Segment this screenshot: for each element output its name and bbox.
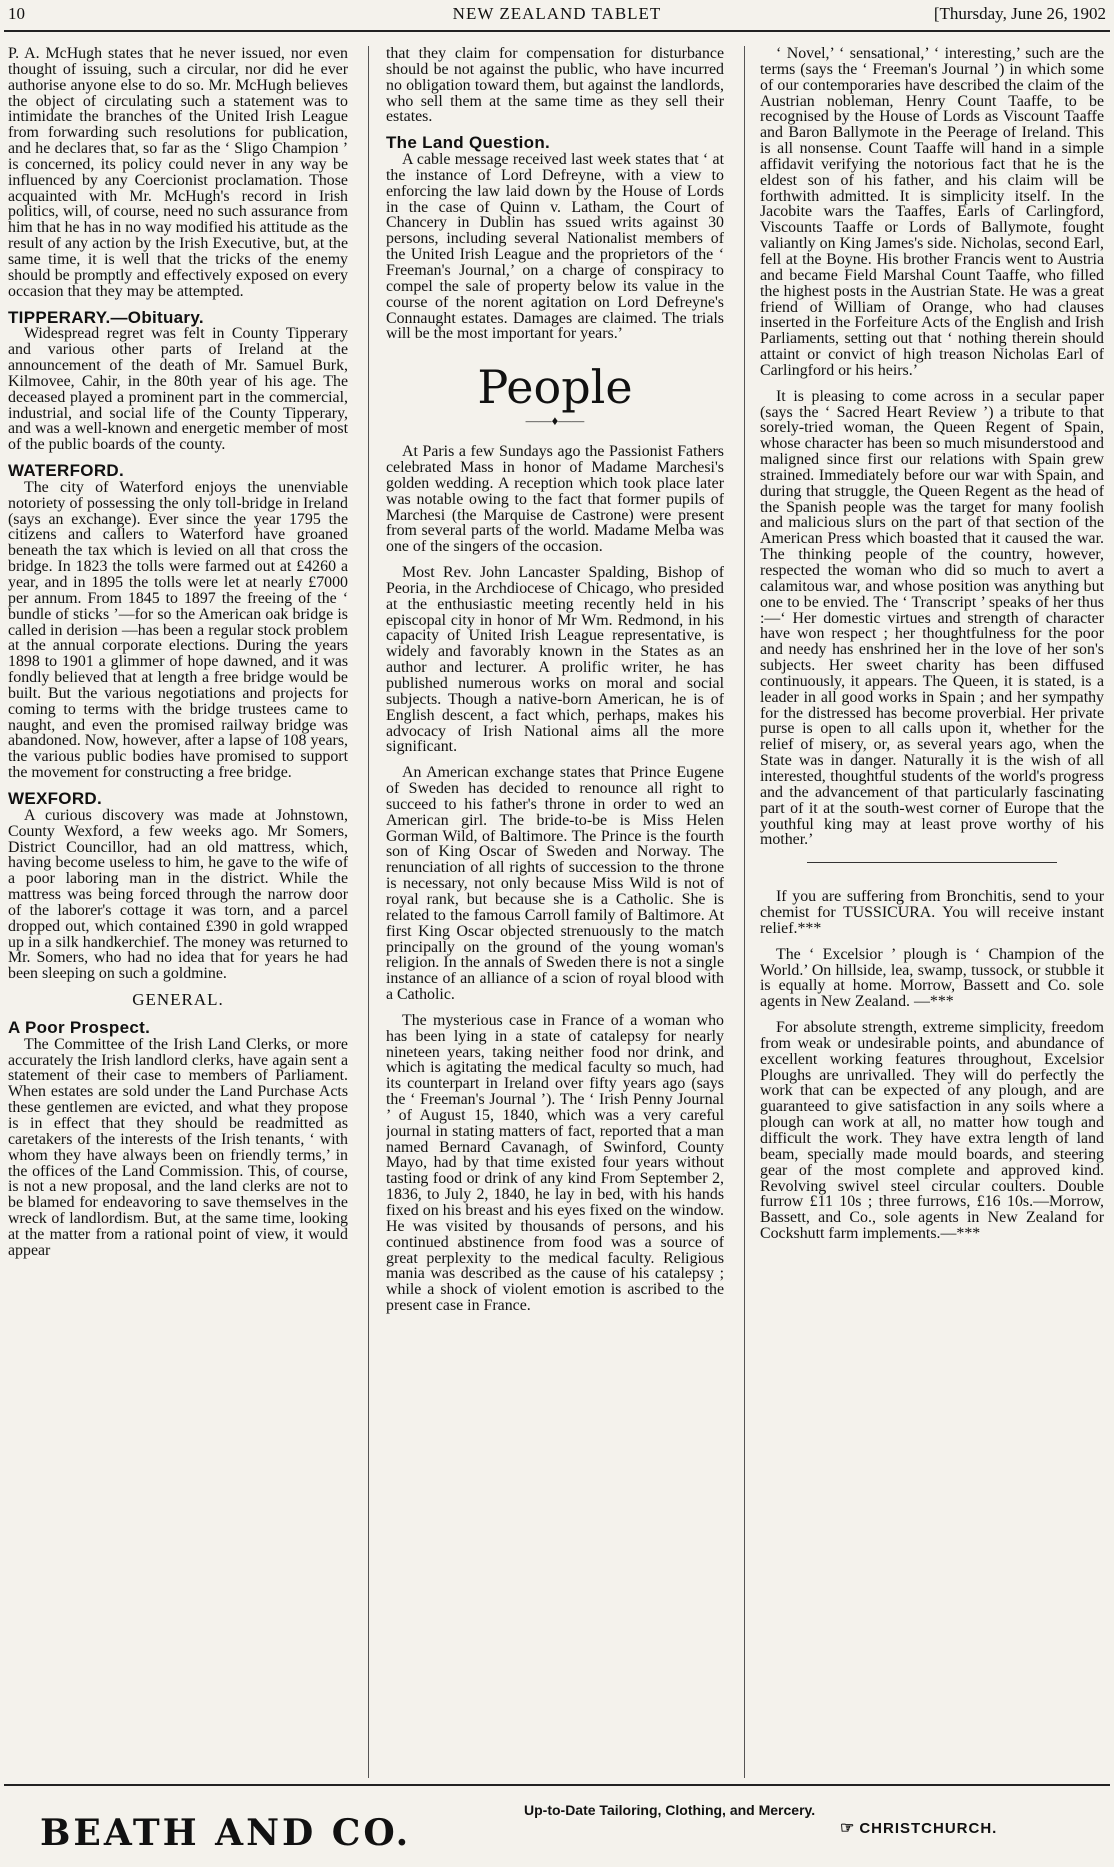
ornament-divider: ——♦—— xyxy=(525,413,585,429)
article-taaffe: ‘ Novel,’ ‘ sensational,’ ‘ interesting,’ such are the terms (says the ‘ Freeman's Journal ’) in which some of our contemporaries have described the claim of the Austrian nobleman, Henry Count Taaffe, to be recognised by the House of Lords as Viscount Taaffe and Baron Ballymote in the Peerage of Ireland. This is all nonsense. Count Taaffe will hand in a simple affidavit verifying the notorious fact that he is the eldest son of his father, and his claim will be forthwith admitted. It is simplicity itself. In the Jacobite wars the Taaffes, Earls of Carlingford, Viscounts Taaffe or Lords of Ballymote, fought valiantly on King James's side. Nicholas, second Earl, fell at the Boyne. His brother Francis went to Austria and became Field Marshal Count Taaffe, who filled the highest posts in the Austrian State. He was a great friend of William of Orange, who had clauses inserted in the Forfeiture Acts of the English and Irish Parliaments, setting out that ‘ nothing therein should attaint or convict of high treason Nicholas Earl of Carlingford or his heirs.’ xyxy=(760,46,1104,379)
advert-city-text: CHRISTCHURCH. xyxy=(859,1820,998,1837)
page-number: 10 xyxy=(8,4,25,23)
ad-tussicura: If you are suffering from Bronchitis, send to your chemist for TUSSICURA. You will receive instant relief.*** xyxy=(760,888,1104,937)
article-poor-prospect: The Committee of the Irish Land Clerks, or more accurately the Irish landlord clerks, have again sent a statement of their case to members of Parliament. When estates are sold under the Land Purchase Acts these gentlemen are evicted, and what they propose is in effect that they should be readmitted as caretakers of the interests of the Irish tenants, ‘ with whom they have always been on friendly terms,’ in the offices of the Land Commission. This, of course, is not a new proposal, and the land clerks are not to be blamed for endeavoring to save themselves in the wreck of landlordism. But, at the same time, looking at the matter from a rational point of view, it would appear xyxy=(8,1035,348,1259)
article-queen-regent: It is pleasing to come across in a secular paper (says the ‘ Sacred Heart Review ’) a tribute to that sorely-tried woman, the Queen Regent of Spain, whose character has been so much misunderstood and maligned since first our relations with Spain grew strained. Immediately before our war with Spain, and during that struggle, the Queen Regent as the head of the Spanish people was the target for many foolish and malicious slurs on the part of that section of the American Press which boasted that it caused the war. The thinking people of the country, however, respected the woman who did so much to avert a calamitous war, and whose position was anything but one to be envied. The ‘ Transcript ’ speaks of her thus :—‘ Her domestic virtues and strength of character have won respect ; her thoughtfulness for the poor and needy has enshrined her in the love of her son's subjects. Her sweet charity has been diffused continuously, it appears. The Queen, it is stated, is a leader in all good works in Spain ; and her sympathy for the distressed has become proverbial. Her private purse is open to all calls upon it, whether for the relief of misery, or, as several years ago, when the State was in danger. Naturally it is the wish of all interested, thoughtful students of the world's progress and the advancement of that particularly fascinating part of it at the south-west corner of Europe that the youthful king may at least prove worthy of his mother.’ xyxy=(760,387,1104,849)
heading-people: People xyxy=(477,360,633,415)
heading-general: GENERAL. xyxy=(132,990,224,1010)
heading-land-question: The Land Question. xyxy=(386,133,551,153)
ad-excelsior: The ‘ Excelsior ’ plough is ‘ Champion of the World.’ On hillside, lea, swamp, tussock, or stubble it is equally at home. Morrow, Bassett and Co. sole agents in New Zealand. —*** xyxy=(760,945,1104,1011)
column-3 xyxy=(760,46,1104,1776)
pointing-hand-icon: ☞ xyxy=(840,1820,856,1837)
issue-date: [Thursday, June 26, 1902 xyxy=(933,4,1106,23)
article-spalding: Most Rev. John Lancaster Spalding, Bishop of Peoria, in the Archdiocese of Chicago, who presided at the enthusiastic meeting recently held in his episcopal city in honor of Mr Wm. Redmond, in his capacity of United Irish League representative, is widely and favorably known in the States as an author and lecturer. A prolific writer, he has published numerous works on moral and social subjects. Though a native-born American, he is of English descent, a fact which, perhaps, makes his advocacy of Irish National aims all the more significant. xyxy=(386,564,724,756)
column-rule xyxy=(744,46,745,1778)
article-catalepsy: The mysterious case in France of a woman who has been lying in a state of catalepsy for nearly nineteen years, taking neither food nor drink, and which is agitating the medical faculty so much, had its counterpart in Ireland over fifty years ago (says the ‘ Freeman's Journal ’). The ‘ Irish Penny Journal ’ of August 15, 1840, which was a very careful journal in stating matters of fact, reported that a man named Bernard Cavanagh, of Swinford, County Mayo, had by that time existed four years without tasting food or drink of any kind From September 2, 1836, to July 2, 1840, he lay in bed, with his hands fixed on his breast and his eyes fixed on the window. He was visited by thousands of persons, and his continued abstinence from food was a source of great perplexity to the medical faculty. Religious mania was described as the cause of his catalepsy ; while a shock of violent emotion is ascribed to the present case in France. xyxy=(386,1011,724,1315)
publication-title: NEW ZEALAND TABLET xyxy=(452,4,662,23)
ad-ploughs: For absolute strength, extreme simplicity, freedom from weak or undesirable points, and abundance of excellent working features throughout, Excelsior Ploughs are unrivalled. They will do perfectly the work that can be expected of any plough, and are guaranteed to give satisfaction in any soils where a plough can work at all, no matter how tough and difficult the work. They have extra length of land beam, specially made mould boards, and steering gear of the most complete and approved kind. Revolving swivel steel circular coulters. Double furrow £11 10s ; three furrows, £16 10s.—Morrow, Bassett, and Co., sole agents in New Zealand for Cockshutt farm implements.—*** xyxy=(760,1019,1104,1243)
article-land-question: A cable message received last week states that ‘ at the instance of Lord Defreyne, with a view to enforcing the law laid down by the House of Lords in the case of Quinn v. Latham, the Court of Chancery in Dublin has ssued writs against 30 persons, including several Nationalist members of the United Irish League and the proprietors of the ‘ Freeman's Journal,’ on a charge of conspiracy to compel the sale of property below its value in the course of the norent agitation on Lord Defreyne's Connaught estates. Damages are claimed. The trials will be the most important for years.’ xyxy=(386,151,724,343)
article-mchugh: P. A. McHugh states that he never issued, nor even thought of issuing, such a circular, nor did he ever authorise anyone else to do so. Mr. McHugh believes the object of circulating such a statement was to intimidate the branches of the United Irish League from forwarding such resolutions for publication, and he declares that, so far as the ‘ Sligo Champion ’ is concerned, its policy could never in any way be influenced by any Coercionist proclamation. Those acquainted with Mr. McHugh's record in Irish politics, will, of course, need no such assurance from him that he has in no way modified his attitude as the result of any action by the Irish Executive, but, at the same time, it is well that the tricks of the enemy should be promptly and effectively exposed on every occasion that they may be attempted. xyxy=(8,46,348,300)
advert-tagline: Up-to-Date Tailoring, Clothing, and Mercery. xyxy=(524,1802,816,1818)
advertiser-name: BEATH AND CO. xyxy=(40,1812,412,1854)
heading-wexford: WEXFORD. xyxy=(8,788,103,808)
footer-advert xyxy=(4,1784,1110,1864)
header-rule xyxy=(4,30,1110,32)
article-paris: At Paris a few Sundays ago the Passionist Fathers celebrated Mass in honor of Madame Marchesi's golden wedding. A reception which took place later was notable owing to the fact that former pupils of Marchesi (the Marquise de Castrone) were present from several parts of the world. Madame Melba was one of the singers of the occasion. xyxy=(386,443,724,556)
article-waterford: The city of Waterford enjoys the unenviable notoriety of possessing the only toll-bridge in Ireland (says an exchange). Ever since the year 1795 the citizens and callers to Waterford have groaned beneath the tax which is levied on all that cross the bridge. In 1823 the tolls were farmed out at £4260 a year, and in 1895 the tolls were let at nearly £7000 per annum. From 1845 to 1897 the freeing of the ‘ bundle of sticks ’—for so the American oak bridge is called in derision —has been a regular stock problem at the annual corporate elections. During the years 1898 to 1901 a glimmer of hope dawned, and it was fondly believed that at length a free bridge would be built. But the various negotiations and projects for coming to terms with the bridge trustees came to naught, and even the promised railway bridge was abandoned. Now, however, after a lapse of 108 years, the various public bodies have promised to support the movement for constructing a free bridge. xyxy=(8,478,348,782)
heading-waterford: WATERFORD. xyxy=(8,461,125,481)
footer-rule xyxy=(4,1784,1110,1786)
article-wexford: A curious discovery was made at Johnstown, County Wexford, a few weeks ago. Mr Somers, District Councillor, had an old mattress, which, having become useless to him, he gave to the wife of a poor laboring man in the district. While the mattress was being forced through the narrow door of the laborer's cottage it was torn, and a parcel dropped out, which contained £390 in gold wrapped up in a silk handkerchief. The money was returned to Mr. Somers, who had no idea that for years he had been sleeping on such a goldmine. xyxy=(8,806,348,983)
advert-city xyxy=(840,1818,997,1838)
heading-tipperary: TIPPERARY.—Obituary. xyxy=(8,307,204,327)
column-rule xyxy=(368,46,369,1778)
article-tipperary: Widespread regret was felt in County Tipperary and various other parts of Ireland at the announcement of the death of Mr. Samuel Burk, Kilmovee, Cahir, in the 80th year of his age. The deceased played a prominent part in the commercial, industrial, and social life of the County Tipperary, and was a well-known and energetic member of most of the public boards of the county. xyxy=(8,325,348,454)
section-divider xyxy=(807,862,1057,863)
article-prince-eugene: An American exchange states that Prince Eugene of Sweden has decided to renounce all right to succeed to his father's throne in order to wed an American girl. The bride-to-be is Miss Helen Gorman Wild, of Baltimore. The Prince is the fourth son of King Oscar of Sweden and Norway. The renunciation of all rights of succession to the throne is necessary, not only because Miss Wild is not of royal rank, but because she is a Catholic. She is related to the famous Carroll family of Baltimore. At first King Oscar objected strenuously to the match principally on the ground of the young woman's religion. In the annals of Sweden there is not a single instance of an alliance of a scion of royal blood with a Catholic. xyxy=(386,764,724,1004)
column-1 xyxy=(8,46,348,1776)
heading-poor-prospect: A Poor Prospect. xyxy=(8,1017,151,1037)
column-2 xyxy=(386,46,724,1776)
page-header xyxy=(8,0,1106,30)
article-poor-prospect-cont: that they claim for compensation for disturbance should be not against the public, who have incurred no obligation toward them, but against the landlords, who sell them at the same time as they sell their estates. xyxy=(386,46,724,126)
